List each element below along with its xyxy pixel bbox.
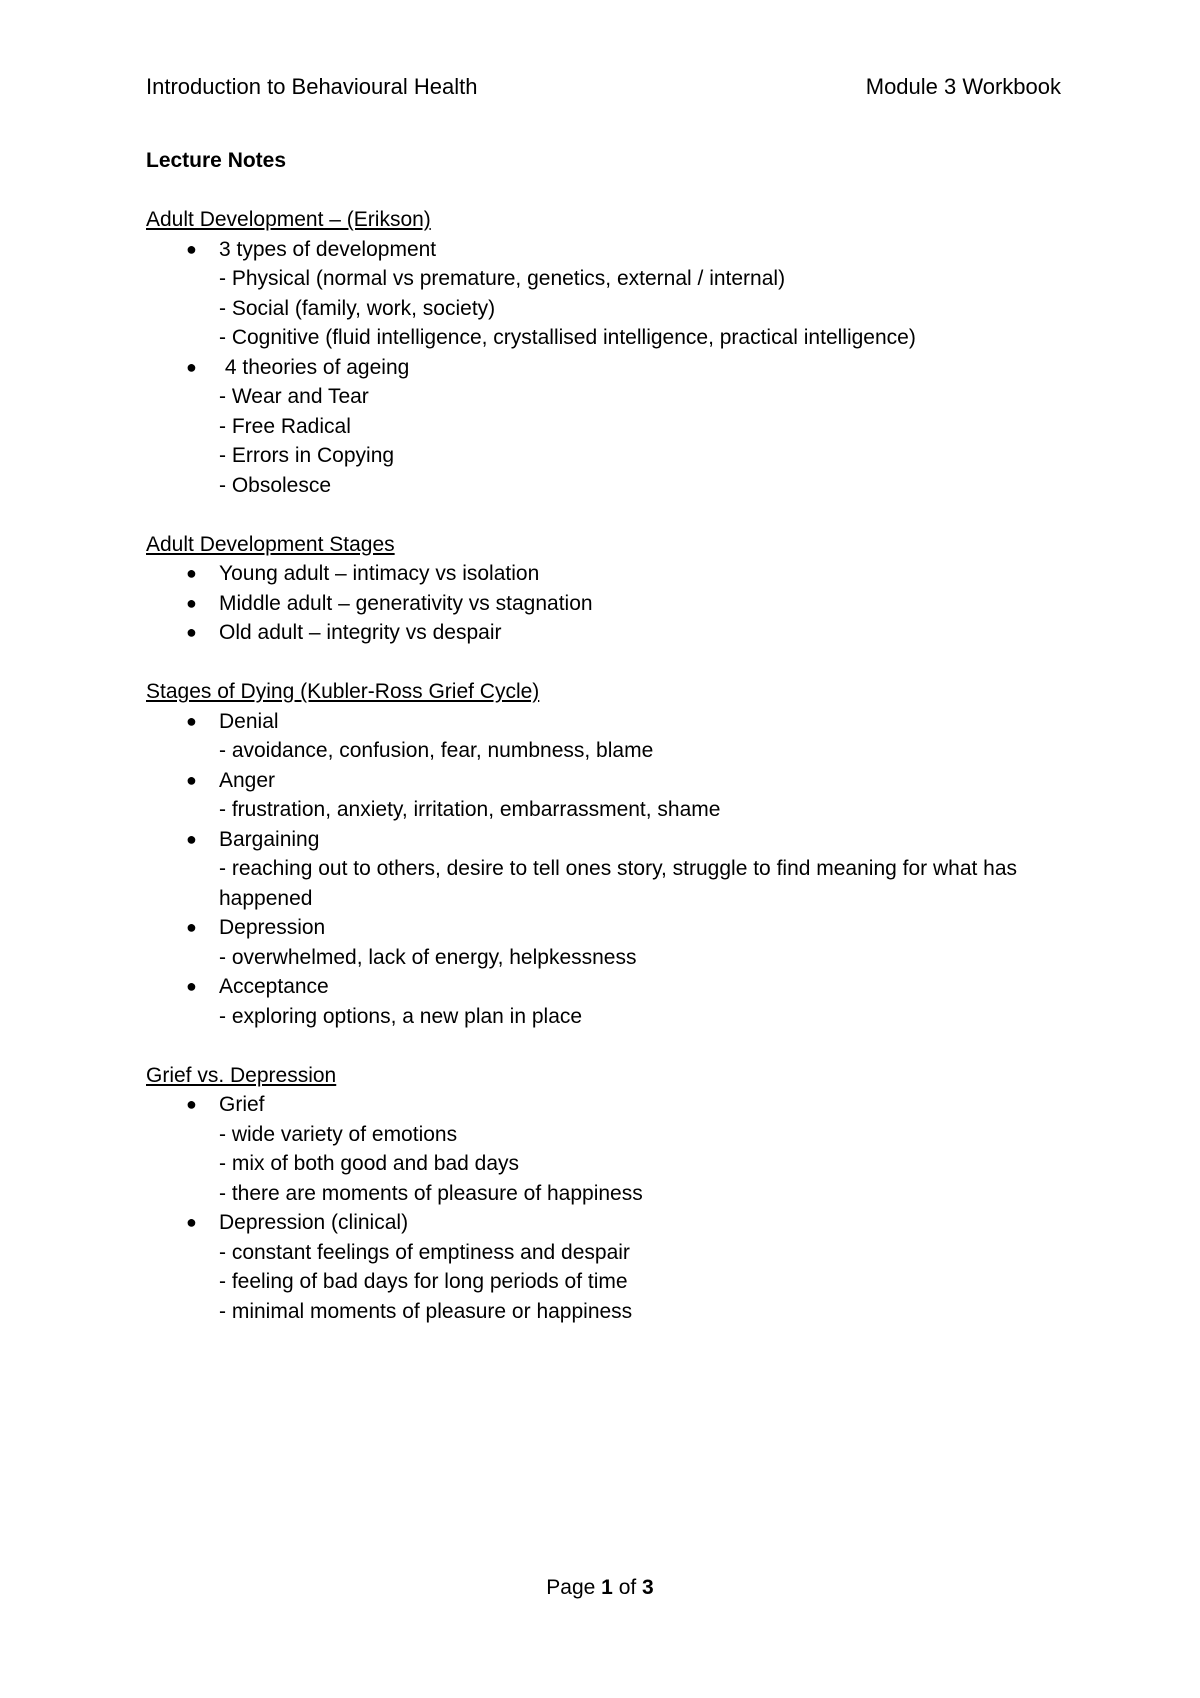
list-item-label: Young adult – intimacy vs isolation: [219, 562, 540, 585]
bullet-icon: ●: [186, 917, 197, 937]
current-page-number: 1: [601, 1576, 613, 1599]
list-item: [146, 618, 1061, 648]
workbook-title: Module 3 Workbook: [865, 74, 1061, 99]
list-item-label: Grief: [219, 1093, 265, 1116]
bullet-list: [146, 1090, 1061, 1326]
sub-item: - Free Radical: [219, 414, 351, 438]
list-item-label: Depression (clinical): [219, 1211, 409, 1234]
bullet-icon: ●: [186, 622, 197, 642]
sub-item: - reaching out to others, desire to tell ones story, struggle to find meaning for what has happened: [219, 857, 1018, 910]
sub-item: - Physical (normal vs premature, genetics, external / internal): [219, 267, 786, 290]
list-item-label: Bargaining: [219, 827, 320, 851]
bullet-icon: ●: [186, 828, 197, 849]
section: [146, 677, 1061, 1031]
sections-container: [146, 205, 1061, 1326]
section: [146, 1061, 1061, 1327]
list-item: [146, 1090, 1061, 1208]
list-item: [146, 972, 1061, 1031]
sub-item: - constant feelings of emptiness and despair: [219, 1240, 630, 1264]
list-item-label: Anger: [219, 768, 276, 792]
sub-item: - wide variety of emotions: [219, 1122, 458, 1146]
sub-item: - mix of both good and bad days: [219, 1152, 520, 1175]
list-item: [146, 825, 1061, 914]
sub-item: - Cognitive (fluid intelligence, crystallised intelligence, practical intelligence): [219, 326, 916, 349]
list-item: [146, 913, 1061, 972]
page-word: Page: [546, 1576, 596, 1599]
sub-item: - frustration, anxiety, irritation, embarrassment, shame: [219, 798, 721, 821]
sub-item: - exploring options, a new plan in place: [219, 1004, 583, 1028]
bullet-icon: ●: [186, 976, 197, 996]
total-pages-number: 3: [642, 1576, 654, 1599]
list-item: [146, 1208, 1061, 1326]
list-item: [146, 766, 1061, 825]
bullet-icon: ●: [186, 1212, 197, 1232]
list-item-label: Middle adult – generativity vs stagnation: [219, 591, 593, 615]
bullet-icon: ●: [186, 710, 197, 731]
sub-item: - Wear and Tear: [219, 385, 369, 408]
list-item: [146, 353, 1061, 501]
sub-item: - avoidance, confusion, fear, numbness, blame: [219, 739, 654, 762]
sub-item: - Errors in Copying: [219, 444, 395, 467]
list-item: [146, 707, 1061, 766]
lecture-notes-title: Lecture Notes: [146, 149, 287, 172]
page-footer: [0, 1576, 1200, 1600]
sub-item: - overwhelmed, lack of energy, helpkessness: [219, 945, 637, 969]
bullet-icon: ●: [186, 1094, 197, 1114]
sub-item: - feeling of bad days for long periods of time: [219, 1270, 628, 1293]
bullet-icon: ●: [186, 563, 197, 583]
sub-item: - minimal moments of pleasure or happiness: [219, 1299, 633, 1323]
bullet-icon: ●: [186, 592, 197, 613]
sub-item: - there are moments of pleasure of happiness: [219, 1181, 643, 1205]
list-item-label: Depression: [219, 916, 326, 939]
section-heading: Grief vs. Depression: [146, 1063, 337, 1087]
bullet-list: [146, 707, 1061, 1032]
list-item: [146, 559, 1061, 589]
page-content: [146, 146, 1061, 1356]
list-item: [146, 589, 1061, 619]
course-title: Introduction to Behavioural Health: [146, 74, 478, 99]
list-item-label: 3 types of development: [219, 237, 437, 261]
bullet-icon: ●: [186, 356, 197, 377]
sub-item: - Obsolesce: [219, 473, 332, 497]
list-item-label: Acceptance: [219, 975, 329, 998]
bullet-list: [146, 559, 1061, 648]
section: [146, 530, 1061, 648]
bullet-icon: ●: [186, 238, 197, 259]
list-item-label: Old adult – integrity vs despair: [219, 621, 502, 644]
sub-item: - Social (family, work, society): [219, 296, 496, 320]
section-heading: Adult Development – (Erikson): [146, 208, 431, 231]
section-heading: Adult Development Stages: [146, 532, 395, 556]
list-item-label: Denial: [219, 709, 279, 733]
bullet-list: [146, 235, 1061, 501]
page-header: [146, 74, 1061, 104]
list-item: [146, 235, 1061, 353]
section-heading: Stages of Dying (Kubler-Ross Grief Cycle): [146, 680, 540, 703]
bullet-icon: ●: [186, 769, 197, 790]
list-item-label: 4 theories of ageing: [219, 355, 410, 379]
section: [146, 205, 1061, 500]
of-word: of: [618, 1576, 637, 1599]
